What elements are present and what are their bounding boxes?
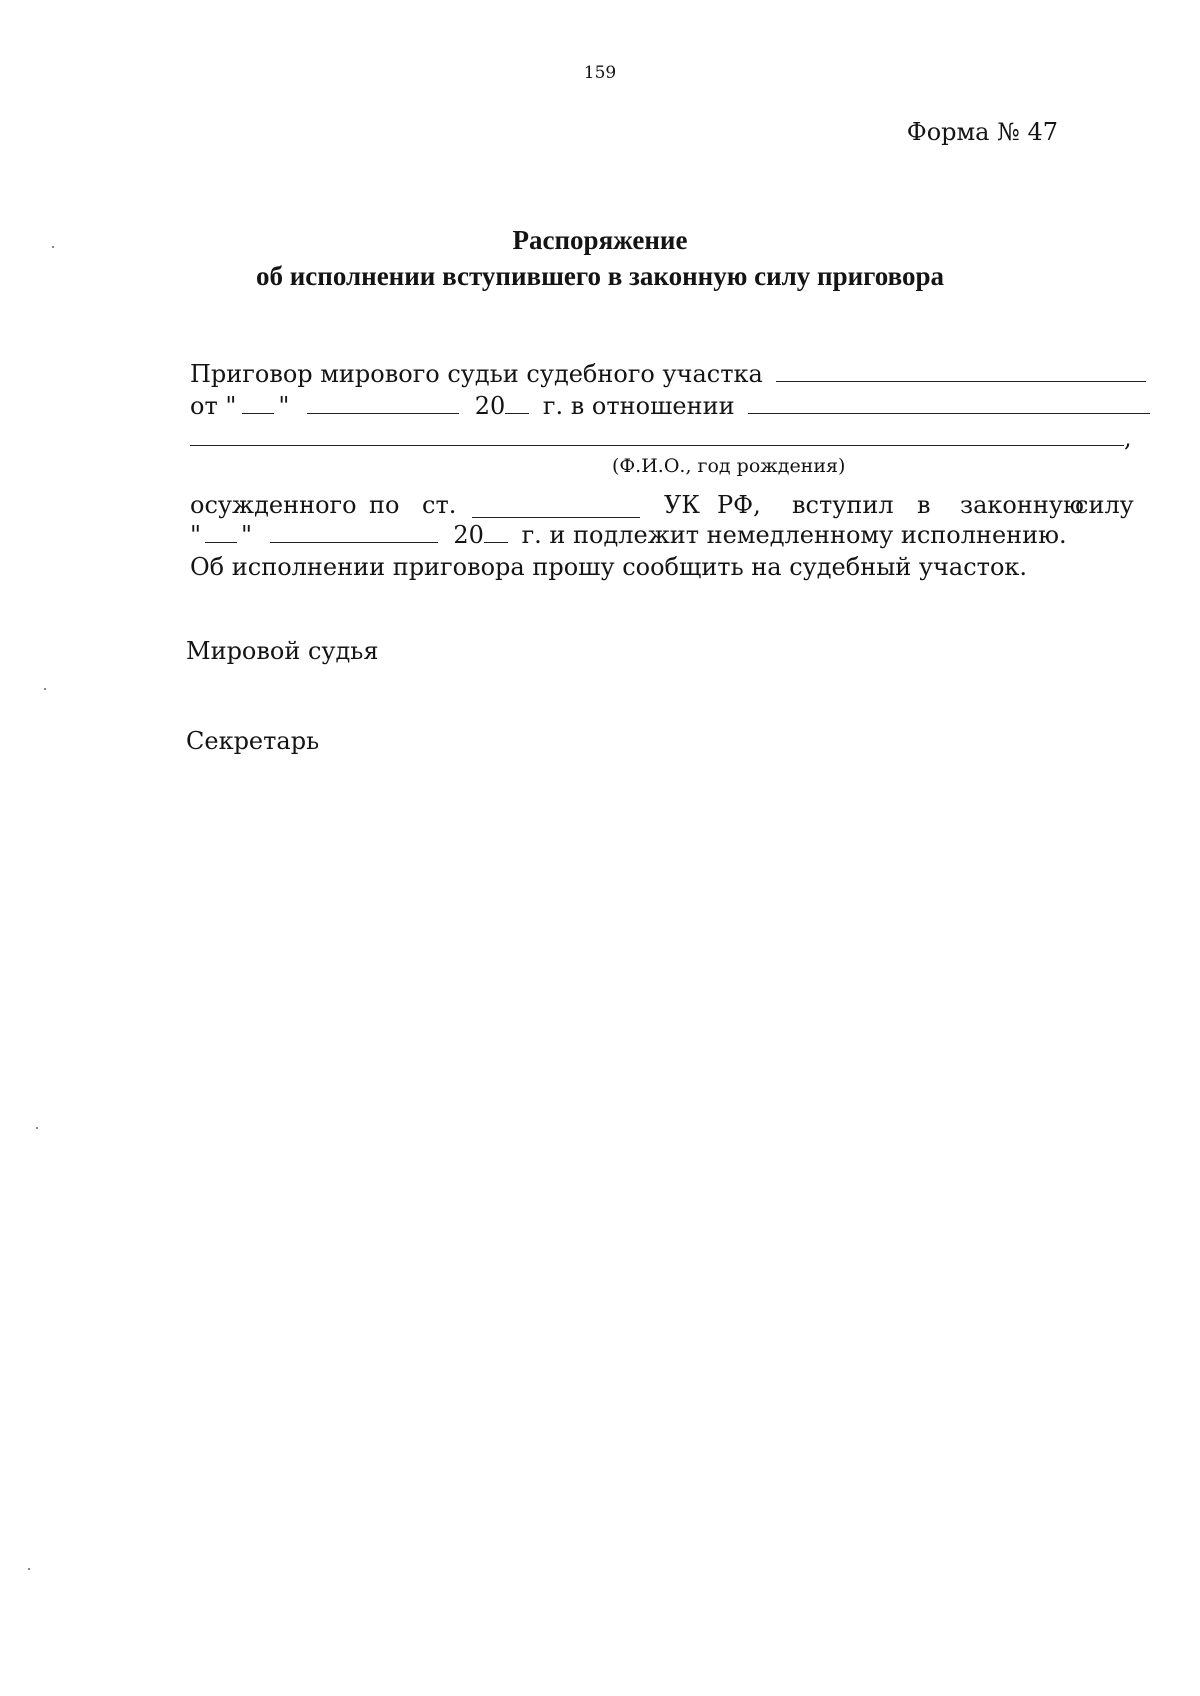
document-title	[0, 222, 1200, 294]
document-title-line-2: об исполнении вступившего в законную силу приговора	[256, 261, 944, 291]
body-line-1	[190, 360, 1134, 392]
document-title-line-1: Распоряжение	[512, 225, 688, 255]
date-month-blank[interactable]	[270, 526, 438, 543]
execution-text: г. и подлежит немедленному исполнению.	[521, 521, 1067, 549]
form-number: Форма № 47	[906, 118, 1058, 146]
body-line-2	[190, 392, 1134, 424]
fio-blank[interactable]	[190, 429, 1124, 446]
fio-comma: ,	[1124, 424, 1132, 452]
under-word: по	[369, 491, 400, 519]
body-line-5	[190, 521, 1134, 553]
day-quote-close: "	[278, 392, 290, 420]
body-line-6	[190, 553, 1134, 585]
date-quote-close: "	[241, 521, 253, 549]
article-blank[interactable]	[472, 501, 640, 518]
secretary-signature-label: Секретарь	[186, 727, 320, 755]
legal-word: законную	[960, 491, 1084, 519]
year-prefix: 20	[474, 392, 506, 420]
scan-speck	[52, 246, 54, 248]
fio-caption: (Ф.И.О., год рождения)	[612, 455, 846, 477]
month-blank[interactable]	[307, 397, 459, 414]
court-district-blank[interactable]	[776, 365, 1146, 382]
from-label: от "	[190, 392, 237, 420]
date-year-blank[interactable]	[484, 526, 508, 543]
uk-word: УК	[664, 491, 700, 519]
date-quote-open: "	[190, 521, 202, 549]
regarding-label: г. в отношении	[542, 392, 735, 420]
entered-word: вступил	[792, 491, 894, 519]
day-blank[interactable]	[242, 397, 274, 414]
year-blank[interactable]	[505, 397, 529, 414]
judge-signature-label: Мировой судья	[186, 637, 379, 665]
article-word: ст.	[422, 491, 457, 519]
rf-word: РФ,	[717, 491, 761, 519]
force-word: силу	[1075, 491, 1134, 519]
scan-speck	[44, 688, 46, 690]
into-word: в	[917, 491, 931, 519]
report-request-text: Об исполнении приговора прошу сообщить на судебный участок.	[190, 553, 1028, 581]
convicted-word: осужденного	[190, 491, 357, 519]
scan-speck	[36, 1127, 38, 1129]
page-number: 159	[583, 63, 617, 83]
scan-speck	[28, 1568, 30, 1570]
regarding-blank[interactable]	[748, 397, 1150, 414]
date-day-blank[interactable]	[205, 526, 237, 543]
date-year-prefix: 20	[453, 521, 484, 549]
body-line-3	[190, 424, 1134, 456]
verdict-text: Приговор мирового судьи судебного участка	[190, 360, 763, 388]
